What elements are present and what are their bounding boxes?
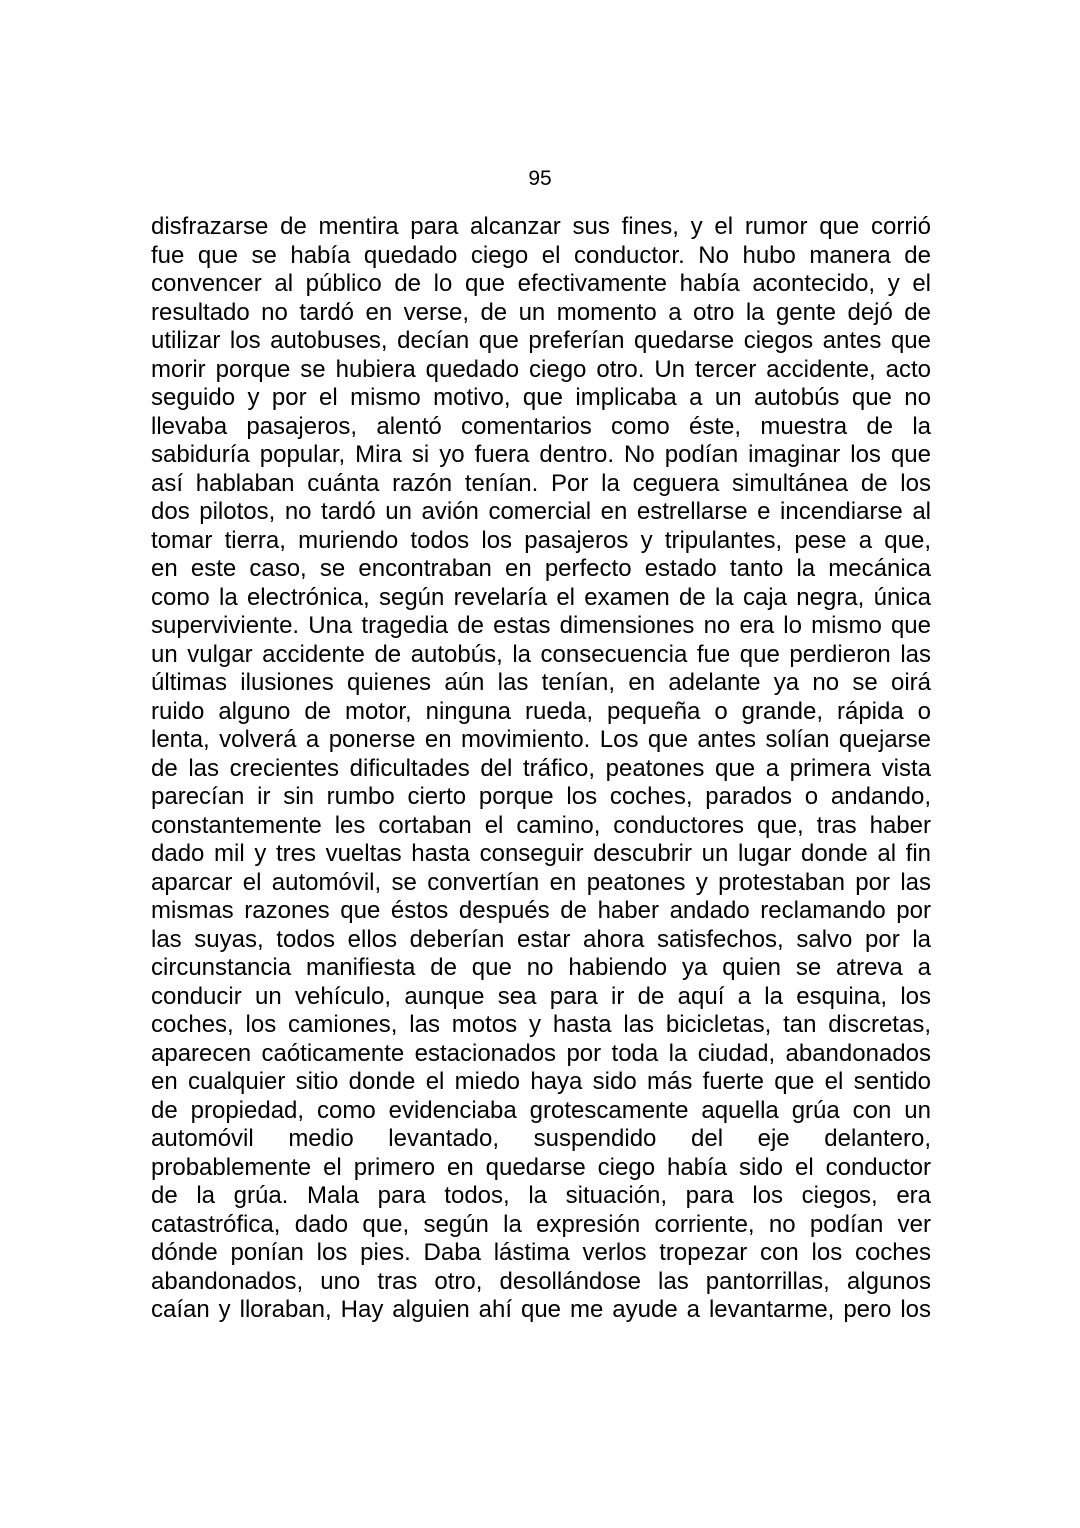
text-line: últimas ilusiones quienes aún las tenían, en adelante ya no se oirá <box>151 669 931 696</box>
text-line: mismas razones que éstos después de haber andado reclamando por <box>151 897 931 924</box>
text-line: conducir un vehículo, aunque sea para ir de aquí a la esquina, los <box>151 982 931 1010</box>
text-line: en cualquier sitio donde el miedo haya sido más fuerte que el sentido <box>151 1068 931 1095</box>
text-line: aparecen caóticamente estacionados por toda la ciudad, abandonados <box>151 1039 931 1067</box>
text-line: dos pilotos, no tardó un avión comercial en estrellarse e incendiarse al <box>151 498 931 525</box>
text-line: las suyas, todos ellos deberían estar ahora satisfechos, salvo por la <box>151 925 931 953</box>
text-line: automóvil medio levantado, suspendido del eje delantero, <box>151 1125 931 1152</box>
text-line: en este caso, se encontraban en perfecto estado tanto la mecánica <box>151 555 931 582</box>
text-line: dónde ponían los pies. Daba lástima verlos tropezar con los coches <box>151 1239 931 1266</box>
text-line: así hablaban cuánta razón tenían. Por la ceguera simultánea de los <box>151 469 931 497</box>
text-line: constantemente les cortaban el camino, conductores que, tras haber <box>151 811 931 839</box>
text-line: probablemente el primero en quedarse ciego había sido el conductor <box>151 1153 931 1181</box>
text-line: de la grúa. Mala para todos, la situación, para los ciegos, era <box>151 1182 931 1209</box>
text-line: como la electrónica, según revelaría el examen de la caja negra, única <box>151 583 931 611</box>
text-line: lenta, volverá a ponerse en movimiento. Los que antes solían quejarse <box>151 726 931 753</box>
body-text <box>151 213 931 1325</box>
text-line: convencer al público de lo que efectivamente había acontecido, y el <box>151 270 931 297</box>
text-line: disfrazarse de mentira para alcanzar sus fines, y el rumor que corrió <box>151 213 931 240</box>
text-line: sabiduría popular, Mira si yo fuera dentro. No podían imaginar los que <box>151 441 931 468</box>
text-line: circunstancia manifiesta de que no habiendo ya quien se atreva a <box>151 954 931 981</box>
text-line: aparcar el automóvil, se convertían en peatones y protestaban por las <box>151 868 931 896</box>
text-line: dado mil y tres vueltas hasta conseguir descubrir un lugar donde al fin <box>151 840 931 867</box>
text-line: abandonados, uno tras otro, desollándose las pantorrillas, algunos <box>151 1267 931 1295</box>
page-number: 95 <box>528 167 552 190</box>
text-line: de propiedad, como evidenciaba grotescamente aquella grúa con un <box>151 1096 931 1124</box>
text-line: de las crecientes dificultades del tráfico, peatones que a primera vista <box>151 754 931 782</box>
text-line: fue que se había quedado ciego el conductor. No hubo manera de <box>151 241 931 269</box>
text-line: ruido alguno de motor, ninguna rueda, pequeña o grande, rápida o <box>151 697 931 725</box>
text-line: catastrófica, dado que, según la expresión corriente, no podían ver <box>151 1210 931 1238</box>
text-line: llevaba pasajeros, alentó comentarios como éste, muestra de la <box>151 412 931 440</box>
text-line: caían y lloraban, Hay alguien ahí que me ayude a levantarme, pero los <box>151 1296 931 1323</box>
text-line: utilizar los autobuses, decían que preferían quedarse ciegos antes que <box>151 327 931 354</box>
text-line: morir porque se hubiera quedado ciego otro. Un tercer accidente, acto <box>151 355 931 383</box>
text-line: coches, los camiones, las motos y hasta las bicicletas, tan discretas, <box>151 1011 931 1038</box>
text-line: un vulgar accidente de autobús, la consecuencia fue que perdieron las <box>151 640 931 668</box>
text-line: tomar tierra, muriendo todos los pasajeros y tripulantes, pese a que, <box>151 526 931 554</box>
text-line: resultado no tardó en verse, de un momento a otro la gente dejó de <box>151 298 931 326</box>
text-line: parecían ir sin rumbo cierto porque los coches, parados o andando, <box>151 783 931 810</box>
text-line: seguido y por el mismo motivo, que implicaba a un autobús que no <box>151 384 931 411</box>
text-line: superviviente. Una tragedia de estas dimensiones no era lo mismo que <box>151 612 931 639</box>
